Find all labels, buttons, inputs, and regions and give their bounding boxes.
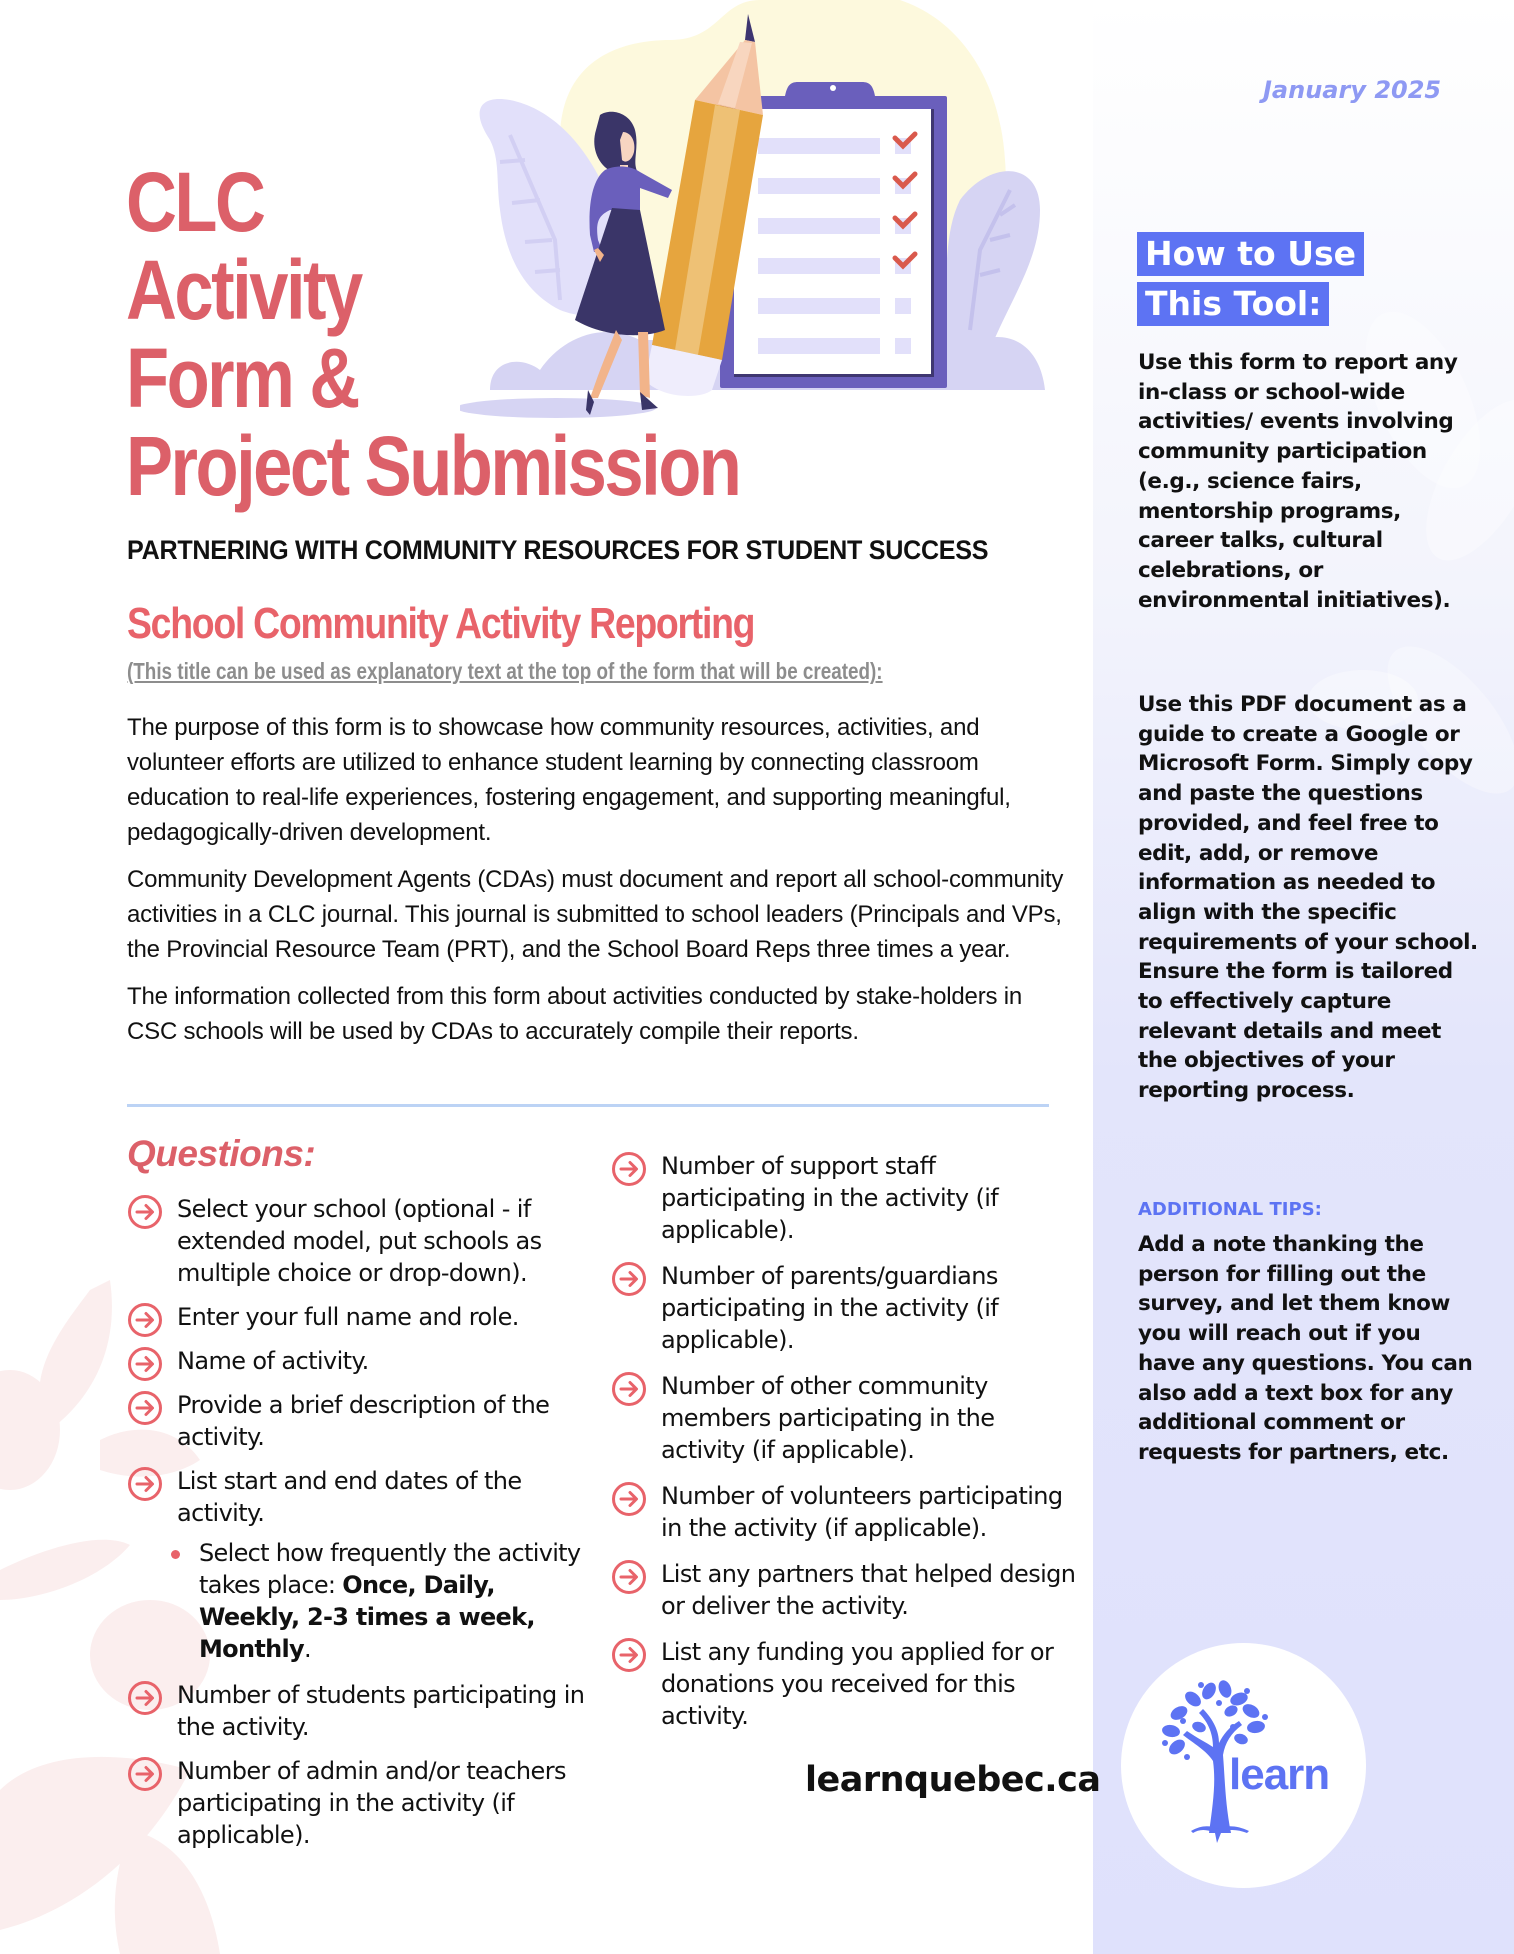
question-item xyxy=(127,1755,597,1851)
question-text: Select your school (optional - if extended model, put schools as multiple choice or drop-down). xyxy=(177,1195,542,1287)
frequency-prefix: Select how frequently the activity takes place: xyxy=(199,1539,581,1599)
question-text: Number of support staff participating in the activity (if applicable). xyxy=(661,1152,999,1244)
question-text: Number of volunteers participating in the activity (if applicable). xyxy=(661,1482,1063,1542)
learn-logo-text: learn xyxy=(1229,1750,1330,1799)
question-text: Number of parents/guardians participating in the activity (if applicable). xyxy=(661,1262,999,1354)
page-title xyxy=(126,155,740,513)
arrow-circle-icon xyxy=(127,1390,163,1426)
question-text: Provide a brief description of the activity. xyxy=(177,1391,550,1451)
intro-paragraph-3: The information collected from this form about activities conducted by stake-holders in CSC schools will be used by CDAs to accurately compile their reports. xyxy=(127,983,1023,1045)
publication-date: January 2025 xyxy=(1263,76,1442,104)
howto-heading-line-1: How to Use xyxy=(1137,232,1364,276)
question-item xyxy=(127,1465,597,1529)
question-text: List start and end dates of the activity. xyxy=(177,1467,522,1527)
intro-text xyxy=(127,710,1067,1061)
arrow-circle-icon xyxy=(611,1261,647,1297)
arrow-circle-icon xyxy=(127,1194,163,1230)
question-item xyxy=(127,1345,597,1377)
section-divider xyxy=(127,1104,1049,1107)
questions-title: Questions: xyxy=(127,1133,316,1174)
question-text: Number of admin and/or teachers participating in the activity (if applicable). xyxy=(177,1757,566,1849)
question-text: Number of students participating in the activity. xyxy=(177,1681,585,1741)
page-subtitle: PARTNERING WITH COMMUNITY RESOURCES FOR STUDENT SUCCESS xyxy=(127,535,989,565)
learn-logo xyxy=(1121,1643,1366,1888)
arrow-circle-icon xyxy=(127,1346,163,1382)
question-item xyxy=(611,1370,1081,1466)
question-item xyxy=(127,1193,597,1289)
section-note: (This title can be used as explanatory text at the top of the form that will be created): xyxy=(127,658,883,684)
arrow-circle-icon xyxy=(127,1466,163,1502)
question-item xyxy=(127,1679,597,1743)
arrow-circle-icon xyxy=(127,1756,163,1792)
frequency-options: Once, Daily, Weekly, 2-3 times a week, Monthly xyxy=(199,1571,535,1663)
frequency-subitem xyxy=(127,1537,597,1665)
howto-paragraph-2: Use this PDF document as a guide to create a Google or Microsoft Form. Simply copy and paste the questions provided, and feel free to edit, add, or remove information as needed to align with the specific requirements of your school. Ensure the form is tailored to effectively capture relevant details and meet the objectives of your reporting process. xyxy=(1138,692,1478,1104)
question-text: List any funding you applied for or donations you received for this activity. xyxy=(661,1638,1054,1730)
question-item xyxy=(611,1150,1081,1246)
intro-paragraph-2: Community Development Agents (CDAs) must document and report all school-community activities in a CLC journal. This journal is submitted to school leaders (Principals and VPs, the Provincial Resource Team (PRT), and the School Board Reps three times a year. xyxy=(127,866,1064,963)
arrow-circle-icon xyxy=(127,1302,163,1338)
howto-heading xyxy=(1137,232,1364,332)
question-text: List any partners that helped design or deliver the activity. xyxy=(661,1560,1076,1620)
arrow-circle-icon xyxy=(611,1481,647,1517)
arrow-circle-icon xyxy=(611,1559,647,1595)
title-line-4: Project Submission xyxy=(126,419,740,513)
howto-paragraph-1: Use this form to report any in-class or school-wide activities/ events involving community participation (e.g., science fairs, mentorship programs, career talks, cultural celebrations, or environmental initiatives). xyxy=(1138,350,1458,613)
arrow-circle-icon xyxy=(611,1151,647,1187)
website-link[interactable]: learnquebec.ca xyxy=(805,1760,1101,1800)
intro-paragraph-1: The purpose of this form is to showcase how community resources, activities, and volunteer efforts are utilized to enhance student learning by connecting classroom education to real-life experiences, fostering engagement, and supporting meaningful, pedagogically-driven development. xyxy=(127,714,1011,846)
additional-tips-title: ADDITIONAL TIPS: xyxy=(1138,1199,1322,1220)
title-line-1: CLC xyxy=(126,155,264,249)
howto-heading-line-2: This Tool: xyxy=(1137,282,1329,326)
questions-right-column xyxy=(611,1150,1081,1744)
additional-tips-text: Add a note thanking the person for filling out the survey, and let them know you will reach out if you have any questions. You can also add a text box for any additional comment or requests for partners, etc. xyxy=(1138,1232,1473,1465)
title-line-3: Form & xyxy=(126,331,358,425)
question-text: Name of activity. xyxy=(177,1347,369,1375)
question-item xyxy=(127,1389,597,1453)
questions-left-column xyxy=(127,1193,597,1863)
question-item xyxy=(611,1558,1081,1622)
section-title: School Community Activity Reporting xyxy=(127,599,755,648)
question-text: Number of other community members participating in the activity (if applicable). xyxy=(661,1372,995,1464)
bullet-dot-icon xyxy=(171,1550,180,1559)
question-text: Enter your full name and role. xyxy=(177,1303,519,1331)
question-item xyxy=(127,1301,597,1333)
arrow-circle-icon xyxy=(127,1680,163,1716)
title-line-2: Activity xyxy=(126,243,361,337)
frequency-suffix: . xyxy=(304,1635,311,1663)
arrow-circle-icon xyxy=(611,1637,647,1673)
question-item xyxy=(611,1260,1081,1356)
question-item xyxy=(611,1636,1081,1732)
question-item xyxy=(611,1480,1081,1544)
arrow-circle-icon xyxy=(611,1371,647,1407)
